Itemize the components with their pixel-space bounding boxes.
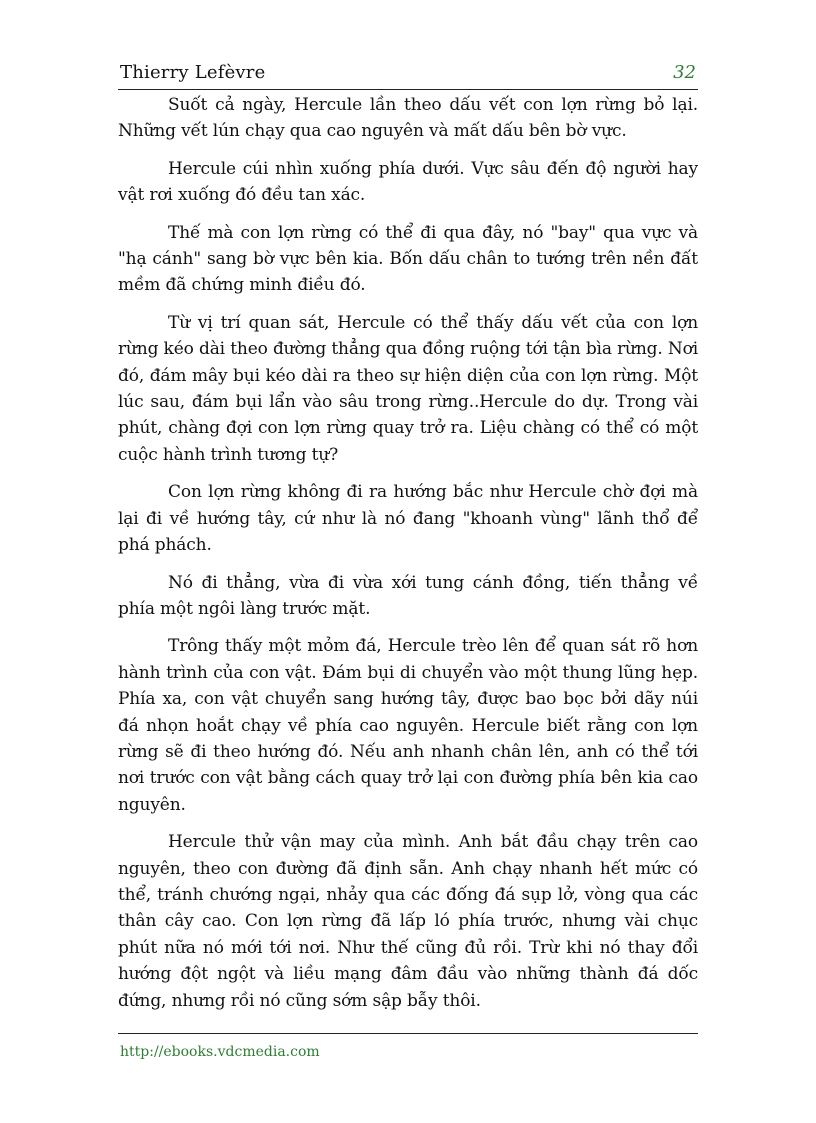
- paragraph: Nó đi thẳng, vừa đi vừa xới tung cánh đồng, tiến thẳng về phía một ngôi làng trước mặt.: [118, 572, 698, 619]
- paragraph: Hercule cúi nhìn xuống phía dưới. Vực sâu đến độ người hay vật rơi xuống đó đều tan xác.: [118, 158, 698, 206]
- paragraph: Từ vị trí quan sát, Hercule có thể thấy dấu vết của con lợn rừng kéo dài theo đường thẳng qua đồng ruộng tới tận bìa rừng. Nơi đó, đám mây bụi kéo dài ra theo sự hiện diện của con lợn rừng. Một lúc sau, đám bụi lẩn vào sâu trong rừng..Hercule do dự. Trong vài phút, chàng đợi con lợn rừng quay trở ra. Liệu chàng có thể có một cuộc hành trình tương tự?: [118, 312, 698, 465]
- page-header: [118, 60, 698, 88]
- page-number: 32: [673, 62, 696, 83]
- footer-link[interactable]: http://ebooks.vdcmedia.com: [120, 1044, 320, 1060]
- page-body: [118, 92, 698, 1011]
- paragraph: Con lợn rừng không đi ra hướng bắc như Hercule chờ đợi mà lại đi về hướng tây, cứ như là nó đang "khoanh vùng" lãnh thổ để phá phách.: [118, 482, 698, 556]
- footer-divider: [118, 1033, 698, 1034]
- header-divider: [118, 89, 698, 90]
- paragraph: Hercule thử vận may của mình. Anh bắt đầu chạy trên cao nguyên, theo con đường đã định sẵn. Anh chạy nhanh hết mức có thể, tránh chướng ngại, nhảy qua các đống đá sụp lở, vòng qua các thân cây cao. Con lợn rừng đã lấp ló phía trước, nhưng vài chục phút nữa nó mới tới nơi. Như thế cũng đủ rồi. Trừ khi nó thay đổi hướng đột ngột và liều mạng đâm đầu vào những thành đá dốc đứng, nhưng rồi nó cũng sớm sập bẫy thôi.: [118, 832, 698, 1011]
- author-name: Thierry Lefèvre: [120, 62, 266, 83]
- paragraph: Suốt cả ngày, Hercule lần theo dấu vết con lợn rừng bỏ lại. Những vết lún chạy qua cao nguyên và mất dấu bên bờ vực.: [118, 95, 698, 142]
- paragraph: Thế mà con lợn rừng có thể đi qua đây, nó "bay" qua vực và "hạ cánh" sang bờ vực bên kia. Bốn dấu chân to tướng trên nền đất mềm đã chứng minh điều đó.: [118, 222, 698, 296]
- paragraph: Trông thấy một mỏm đá, Hercule trèo lên để quan sát rõ hơn hành trình của con vật. Đám bụi di chuyển vào một thung lũng hẹp. Phía xa, con vật chuyển sang hướng tây, được bao bọc bởi dãy núi đá nhọn hoắt chạy về phía cao nguyên. Hercule biết rằng con lợn rừng sẽ đi theo hướng đó. Nếu anh nhanh chân lên, anh có thể tới nơi trước con vật bằng cách quay trở lại con đường phía bên kia cao nguyên.: [118, 636, 698, 815]
